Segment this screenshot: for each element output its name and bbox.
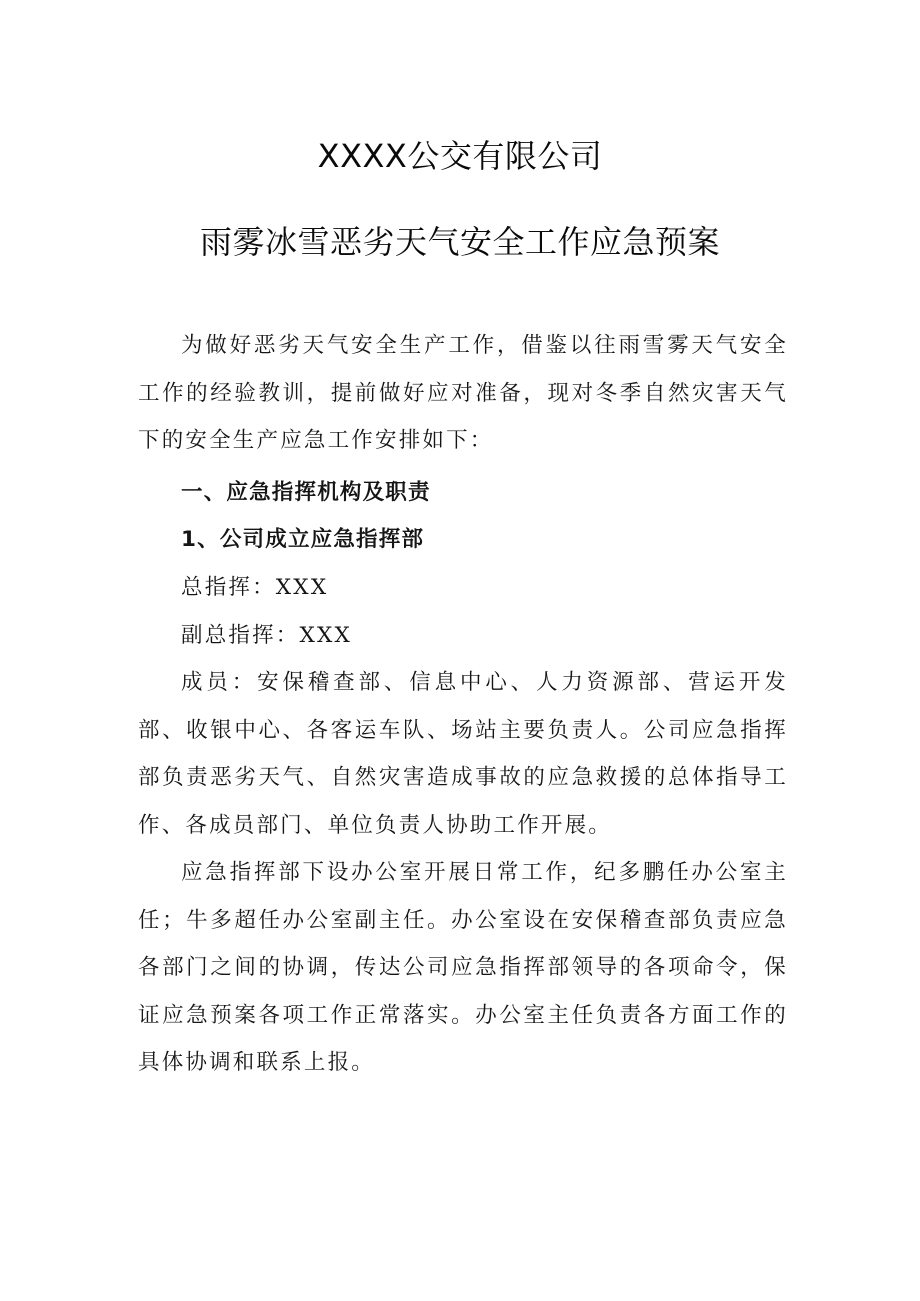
- subsection-1-1-heading: 1、公司成立应急指挥部: [181, 527, 425, 552]
- section-1-heading: 一、应急指挥机构及职责: [181, 480, 431, 505]
- company-title: XXXX公交有限公司: [317, 137, 603, 175]
- intro-paragraph: 为做好恶劣天气安全生产工作，借鉴以往雨雪雾天气安全工作的经验教训，提前做好应对准备，现对冬季自然灾害天气下的安全生产应急工作安排如下：: [138, 333, 788, 453]
- plan-title: 雨雾冰雪恶劣天气安全工作应急预案: [199, 223, 720, 261]
- members-paragraph: 成员：安保稽查部、信息中心、人力资源部、营运开发部、收银中心、各客运车队、场站主要负责人。公司应急指挥部负责恶劣天气、自然灾害造成事故的应急救援的总体指导工作、各成员部门、单位负责人协助工作开展。: [138, 670, 788, 838]
- office-paragraph: 应急指挥部下设办公室开展日常工作，纪多鹏任办公室主任；牛多超任办公室副主任。办公室设在安保稽查部负责应急各部门之间的协调，传达公司应急指挥部领导的各项命令，保证应急预案各项工作正常落实。办公室主任负责各方面工作的具体协调和联系上报。: [138, 860, 788, 1075]
- deputy-commander-line: 副总指挥：XXX: [181, 623, 353, 648]
- chief-commander-line: 总指挥：XXX: [181, 575, 329, 600]
